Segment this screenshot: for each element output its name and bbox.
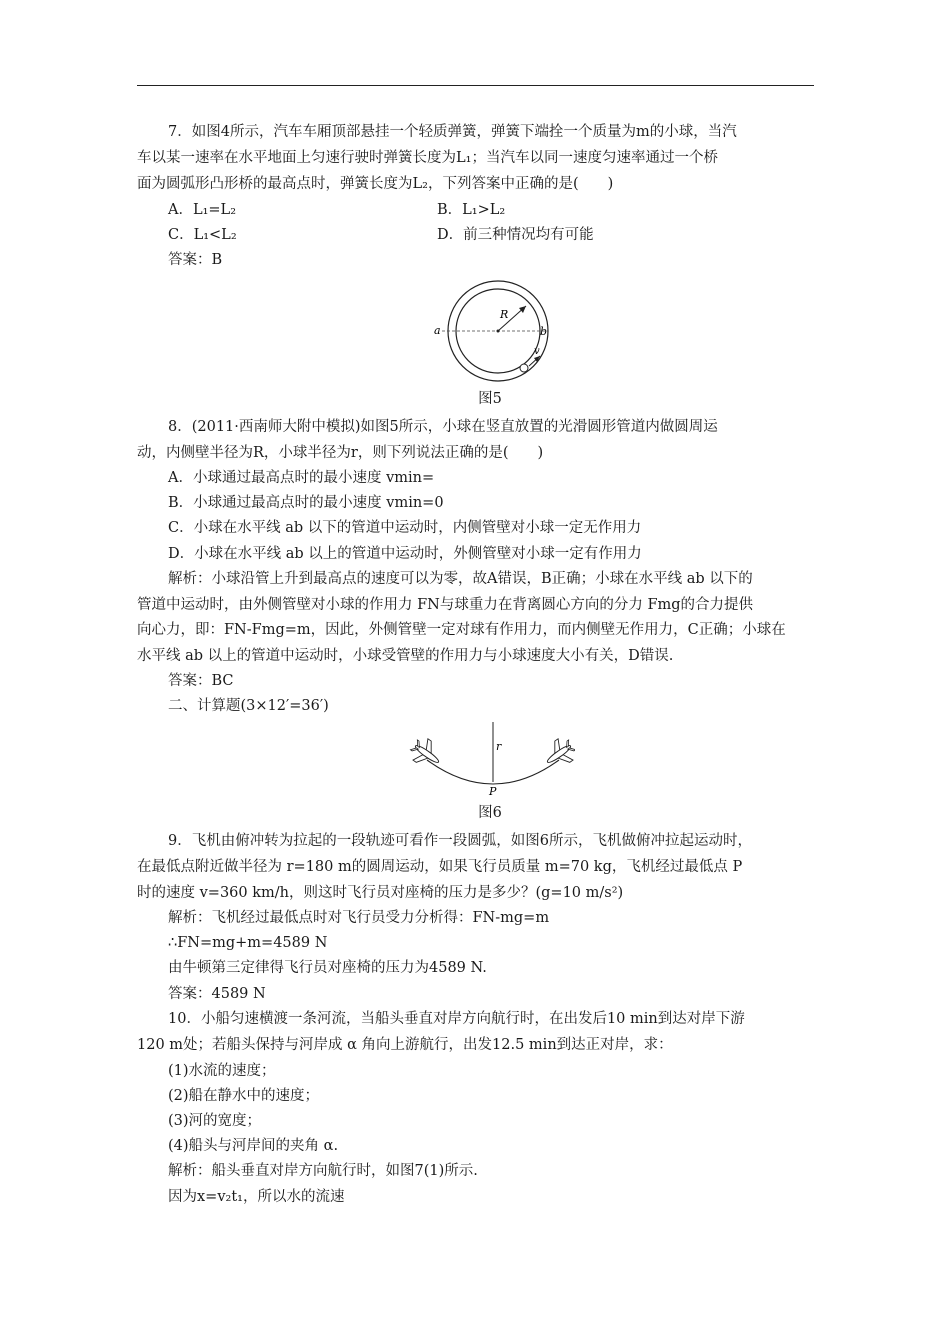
q9-line3: 时的速度 v=360 km/h，则这时飞行员对座椅的压力是多少？(g=10 m/s²) (137, 885, 624, 901)
q10-item-3: (3)河的宽度； (168, 1113, 262, 1129)
label-a: a (434, 324, 441, 337)
q7-line3: 面为圆弧形凸形桥的最高点时，弹簧长度为L₂，下列答案中正确的是( ) (137, 176, 614, 192)
q10-item-1: (1)水流的速度； (168, 1063, 276, 1079)
q10-item-2: (2)船在静水中的速度； (168, 1088, 320, 1104)
q8-option-b: B．小球通过最高点时的最小速度 vmin=0 (168, 495, 444, 511)
q7-option-d: D．前三种情况均有可能 (437, 227, 594, 243)
q10-analysis-line1: 解析：船头垂直对岸方向航行时，如图7(1)所示. (168, 1163, 478, 1179)
q8-analysis-line3: 向心力，即：FN-Fmg=m，因此，外侧管壁一定对球有作用力，而内侧壁无作用力，C正确；小球在 (137, 622, 786, 638)
q8-analysis-line4: 水平线 ab 以上的管道中运动时，小球受管壁的作用力与小球速度大小有关，D错误. (137, 648, 674, 664)
q9-analysis-line3: 由牛顿第三定律得飞行员对座椅的压力为4589 N. (168, 960, 487, 976)
label-P: P (489, 785, 497, 798)
figure-5-caption: 图5 (478, 391, 502, 407)
section-2-heading: 二、计算题(3×12′=36′) (168, 698, 329, 714)
q7-option-b: B．L₁>L₂ (437, 202, 506, 218)
q7-line2: 车以某一速率在水平地面上匀速行驶时弹簧长度为L₁；当汽车以同一速度匀速率通过一个桥 (137, 150, 718, 166)
figure-6-caption: 图6 (478, 805, 502, 821)
airplane-right-icon (540, 734, 575, 773)
q9-answer: 答案：4589 N (168, 986, 266, 1002)
q10-item-4: (4)船头与河岸间的夹角 α. (168, 1138, 339, 1154)
q7-option-c: C．L₁<L₂ (168, 227, 237, 243)
q7-answer: 答案：B (168, 252, 223, 268)
q9-analysis-line2: ∴FN=mg+m=4589 N (168, 935, 328, 951)
q8-analysis-line1: 解析：小球沿管上升到最高点的速度可以为零，故A错误，B正确；小球在水平线 ab 以下的 (168, 571, 753, 587)
header-rule (137, 85, 814, 86)
center-point (497, 330, 500, 333)
q8-line1: 8．(2011·西南师大附中模拟)如图5所示，小球在竖直放置的光滑圆形管道内做圆周运 (168, 419, 718, 435)
label-R: R (500, 308, 509, 321)
q7-option-a: A．L₁=L₂ (168, 202, 237, 218)
q10-line2: 120 m处；若船头保持与河岸成 α 角向上游航行，出发12.5 min到达正对岸，求： (137, 1037, 673, 1053)
q7-line1: 7．如图4所示，汽车车厢顶部悬挂一个轻质弹簧，弹簧下端拴一个质量为m的小球，当汽 (168, 124, 737, 140)
q8-option-a: A．小球通过最高点时的最小速度 vmin= (168, 470, 435, 486)
label-r: r (496, 740, 502, 753)
q10-analysis-line2: 因为x=v₂t₁，所以水的流速 (168, 1189, 345, 1205)
small-ball (520, 364, 528, 372)
figure-5-pipe-circle (430, 278, 560, 384)
q10-line1: 10．小船匀速横渡一条河流，当船头垂直对岸方向航行时，在出发后10 min到达对岸下游 (168, 1011, 745, 1027)
q9-line1: 9．飞机由俯冲转为拉起的一段轨迹可看作一段圆弧，如图6所示，飞机做俯冲拉起运动时， (168, 833, 752, 849)
q9-line2: 在最低点附近做半径为 r=180 m的圆周运动，如果飞行员质量 m=70 kg，飞机经过最低点 P (137, 859, 743, 875)
figure-6-aircraft-arc (405, 720, 575, 798)
q8-analysis-line2: 管道中运动时，由外侧管壁对小球的作用力 FN与球重力在背离圆心方向的分力 Fmg的合力提供 (137, 597, 754, 613)
q8-line2: 动，内侧壁半径为R，小球半径为r，则下列说法正确的是( ) (137, 445, 544, 461)
q8-answer: 答案：BC (168, 673, 234, 689)
q9-analysis-line1: 解析：飞机经过最低点时对飞行员受力分析得：FN-mg=m (168, 910, 550, 926)
q8-option-c: C．小球在水平线 ab 以下的管道中运动时，内侧管壁对小球一定无作用力 (168, 520, 642, 536)
label-v: v (534, 346, 540, 357)
q8-option-d: D．小球在水平线 ab 以上的管道中运动时，外侧管壁对小球一定有作用力 (168, 546, 642, 562)
label-b: b (540, 325, 548, 338)
airplane-left-icon (406, 734, 445, 773)
